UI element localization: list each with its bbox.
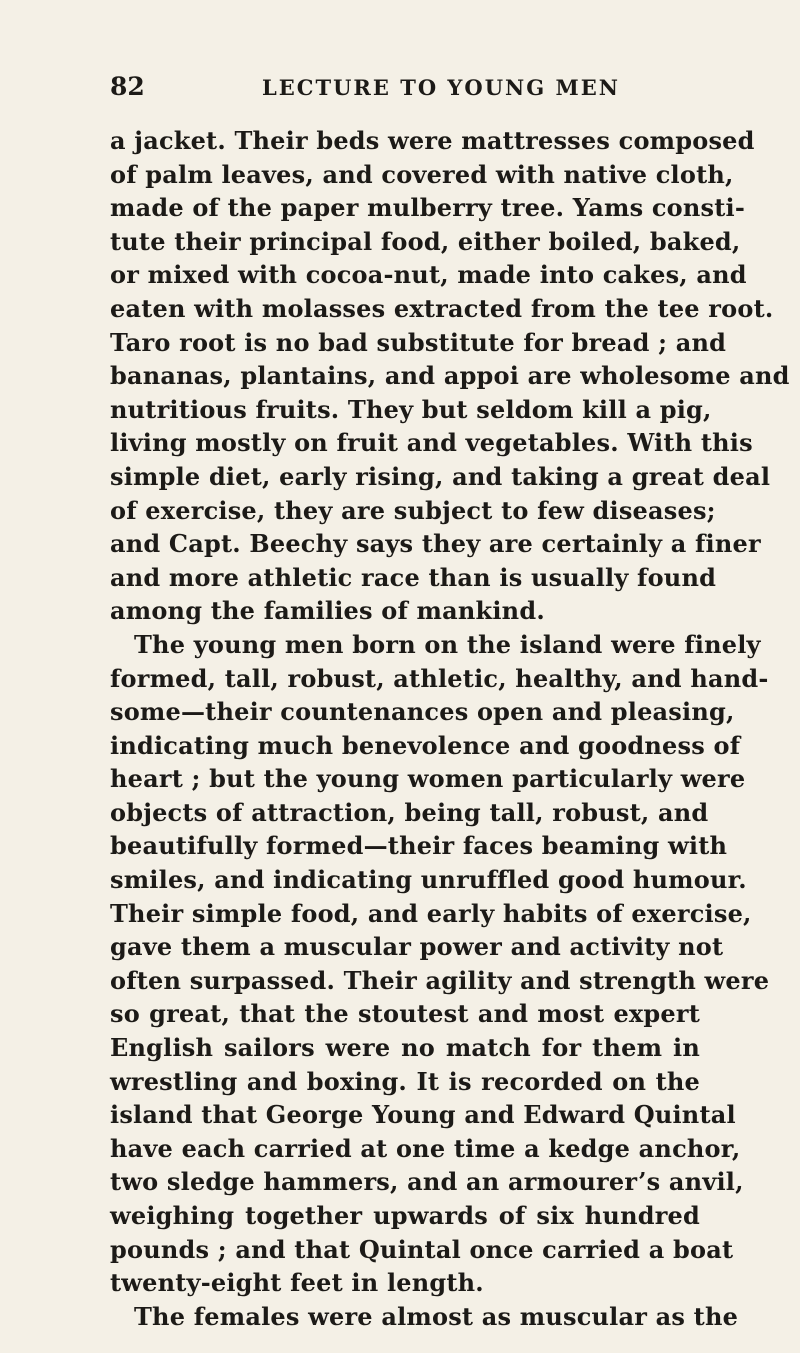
text-line: weighing together upwards of six hundred xyxy=(110,1201,700,1230)
page-number: 82 xyxy=(110,72,145,101)
text-line: nutritious fruits. They but seldom kill a pig, xyxy=(110,394,712,424)
text-line: formed, tall, robust, athletic, healthy, and hand- xyxy=(110,663,769,693)
running-head: LECTURE TO YOUNG MEN xyxy=(262,75,620,100)
text-line: pounds ; and that Quintal once carried a boat xyxy=(110,1234,734,1264)
text-line: two sledge hammers, and an armourer’s anvil, xyxy=(110,1167,744,1197)
text-line: simple diet, early rising, and taking a great deal xyxy=(110,461,771,491)
text-line: wrestling and boxing. It is recorded on the xyxy=(110,1066,700,1096)
text-line: indicating much benevolence and goodness of xyxy=(110,730,741,760)
text-line: island that George Young and Edward Quintal xyxy=(110,1100,736,1130)
text-line: The young men born on the island were finely xyxy=(134,629,761,659)
text-line: so great, that the stoutest and most expert xyxy=(110,999,700,1029)
text-line: The females were almost as muscular as the xyxy=(134,1301,739,1331)
text-line: twenty-eight feet in length. xyxy=(110,1268,484,1298)
text-line: and Capt. Beechy says they are certainly a finer xyxy=(110,529,761,559)
text-line: heart ; but the young women particularly were xyxy=(110,764,746,794)
page-header xyxy=(110,72,700,108)
text-line: tute their principal food, either boiled, baked, xyxy=(110,226,741,256)
text-line: Taro root is no bad substitute for bread ; and xyxy=(110,327,727,357)
text-line: have each carried at one time a kedge anchor, xyxy=(110,1133,741,1163)
text-line: smiles, and indicating unruffled good humour. xyxy=(110,865,747,895)
text-line: of exercise, they are subject to few diseases; xyxy=(110,495,716,525)
text-line: bananas, plantains, and appoi are wholesome and xyxy=(110,361,790,391)
text-line: beautifully formed—their faces beaming with xyxy=(110,831,728,861)
text-line: a jacket. Their beds were mattresses composed xyxy=(110,126,755,155)
text-line: gave them a muscular power and activity not xyxy=(110,932,724,962)
text-line: living mostly on fruit and vegetables. With this xyxy=(110,428,753,458)
text-line: made of the paper mulberry tree. Yams consti- xyxy=(110,193,745,223)
text-line: often surpassed. Their agility and strength were xyxy=(110,965,770,995)
text-line: and more athletic race than is usually found xyxy=(110,562,717,592)
text-line: or mixed with cocoa-nut, made into cakes, and xyxy=(110,260,747,290)
text-line: among the families of mankind. xyxy=(110,596,545,626)
text-line: some—their countenances open and pleasing, xyxy=(110,697,735,727)
text-line: English sailors were no match for them in xyxy=(110,1033,700,1063)
body-text xyxy=(110,124,790,1333)
text-line: of palm leaves, and covered with native cloth, xyxy=(110,159,734,189)
text-line: objects of attraction, being tall, robust, and xyxy=(110,797,709,827)
text-line: eaten with molasses extracted from the tee root. xyxy=(110,293,774,323)
text-line: Their simple food, and early habits of exercise, xyxy=(110,898,752,928)
